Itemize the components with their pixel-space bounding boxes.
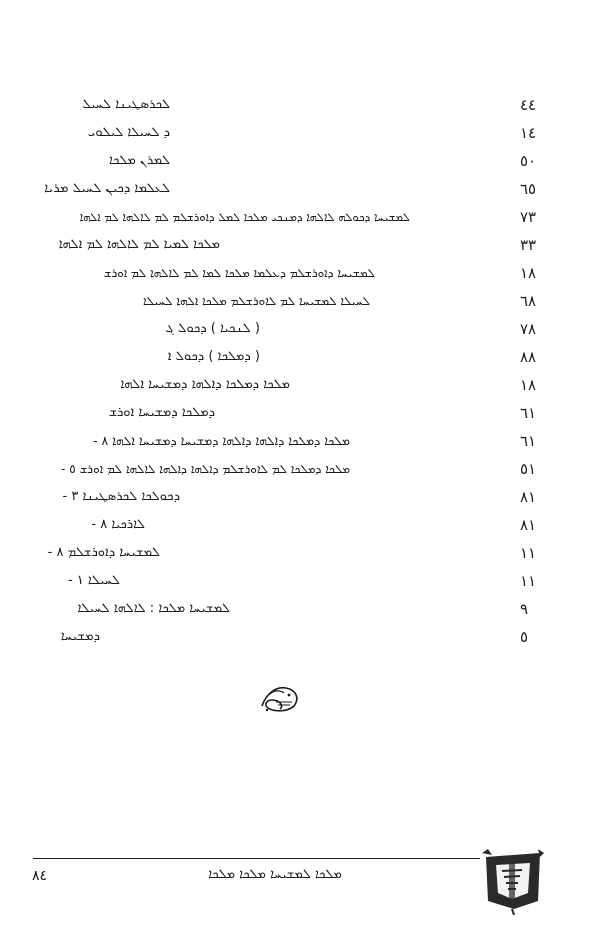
page-folio-number: ٨٤: [32, 868, 48, 884]
toc-page-number: ١١: [520, 572, 537, 590]
toc-page-number: ١٨: [520, 376, 537, 394]
toc-page-number: ٥٠: [520, 152, 537, 170]
toc-row: [0, 94, 600, 120]
toc-row: [0, 430, 600, 456]
running-title: ܡܠܟܐ ܠܡܫܝܚܐ ܡܠܟܐ ܡܠܟܐ: [208, 867, 342, 882]
toc-entry-text: ܠܚܝܠܐ ١ -: [67, 573, 120, 588]
toc-page-number: ٦٨: [520, 292, 537, 310]
toc-row: [0, 234, 600, 260]
toc-row: [0, 206, 600, 232]
toc-row: [0, 318, 600, 344]
toc-entry-text: ܡܠܟܐ ܕܡܠܟܐ ܠܡ ܠܐܘܪܫܠܡ ܕܐܠܗܐ ܕܐܠܗܐ ܠܐܠܗܐ ܠܡ ܐܘܪܫ ٥ -: [61, 462, 350, 476]
toc-page-number: ١١: [520, 544, 537, 562]
toc-row: [0, 514, 600, 540]
toc-row: [0, 570, 600, 596]
toc-page-number: ٦١: [520, 432, 537, 450]
toc-row: [0, 402, 600, 428]
toc-page-number: ٧٨: [520, 320, 537, 338]
toc-entry-text: ܠܡܫܝܚܐ ܡܠܟܐ : ܠܐܠܗܐ ܠܚܝܠܐ: [77, 601, 230, 616]
toc-entry-text: ( ܠܢܟܝܐ ) ܕܟܘܠ ܓ: [165, 321, 260, 336]
toc-row: [0, 178, 600, 204]
toc-row: [0, 290, 600, 316]
toc-row: [0, 542, 600, 568]
toc-entry-text: ܠܥܠܡܐ ܕܟܝܢ ܠܚܝܠ ܡܪܝܐ: [44, 181, 170, 196]
toc-page-number: ١٤: [520, 124, 537, 142]
toc-page-number: ٦١: [520, 404, 537, 422]
toc-entry-text: ܠܐܪܟܝܐ ٨ -: [91, 517, 145, 532]
toc-page-number: ٤٤: [520, 96, 537, 114]
toc-row: [0, 374, 600, 400]
corner-emblem-icon: [478, 845, 548, 915]
toc-entry-text: ܕܟܘܠܟܐ ܠܟܪܣܛܝܢܐ ٣ -: [62, 489, 180, 504]
toc-page-number: ٨١: [520, 488, 537, 506]
toc-entry-text: ܡܠܟܐ ܕܡܠܟܐ ܕܐܠܗܐ ܕܡܫܝܚܐ ܐܠܗܐ: [120, 377, 290, 392]
toc-row: [0, 458, 600, 484]
toc-row: [0, 626, 600, 652]
toc-page-number: ٨١: [520, 516, 537, 534]
toc-entry-text: ܕ ܠܚܝܠܐ ܠܝܠܘܝ: [87, 125, 170, 140]
toc-entry-text: ܠܡܪܢ ܡܠܟܐ: [108, 153, 170, 168]
toc-entry-text: ܕܡܠܟܐ ܕܡܫܝܚܐ ܐܘܪܫ: [108, 405, 215, 420]
toc-row: [0, 346, 600, 372]
toc-entry-text: ܠܟܪܣܛܝܢܐ ܠܚܝܠ: [82, 97, 170, 112]
toc-entry-text: ( ܕܡܠܟܐ ) ܕܟܘܠ ܐ: [167, 349, 260, 364]
toc-page-number: ٥١: [520, 460, 537, 478]
toc-row: [0, 150, 600, 176]
toc-row: [0, 262, 600, 288]
toc-entry-text: ܠܚܝܠܐ ܠܡܫܝܚܐ ܠܡ ܠܐܘܪܫܠܡ ܡܠܟܐ ܐܠܗܐ ܠܚܝܠܐ: [142, 294, 370, 308]
toc-entry-text: ܠܡܫܝܚܐ ܕܐܘܪܫܠܡ ٨ -: [47, 545, 160, 560]
toc-entry-text: ܡܠܟܐ ܠܡܝܐ ܠܡ ܠܐܠܗܐ ܠܡ ܐܠܗܐ: [58, 237, 220, 252]
toc-page-number: ٨٨: [520, 348, 537, 366]
toc-page-number: ٥: [520, 628, 529, 646]
toc-row: [0, 598, 600, 624]
toc-page-number: ٣٣: [520, 236, 537, 254]
toc-page-number: ١٨: [520, 264, 537, 282]
toc-entry-text: ܠܡܫܝܚܐ ܕܟܘܠܗ ܠܐܠܗܐ ܕܡܢܟܝ ܡܠܟܐ ܠܡܠ ܕܐܘܪܫܠܡ ܠܡ ܠܐܠܗܐ ܠܡ ܐܠܗܐ: [79, 210, 410, 224]
toc-page-number: ٦٥: [520, 180, 537, 198]
footer-rule: [33, 858, 480, 859]
toc-row: [0, 122, 600, 148]
toc-row: [0, 486, 600, 512]
toc-entry-text: ܡܠܟܐ ܕܡܠܟܐ ܕܐܠܗܐ ܕܐܠܗܐ ܕܡܫܝܚܐ ܕܡܫܝܚܐ ܐܠܗܐ ٨ -: [92, 433, 350, 448]
toc-page-number: ٧٣: [520, 208, 537, 226]
toc-entry-text: ܕܡܫܝܚܐ: [60, 629, 100, 644]
toc-page-number: ٩: [520, 600, 529, 618]
toc-entry-text: ܠܡܫܝܚܐ ܕܐܘܪܫܠܡ ܕܥܠܡܐ ܡܠܟܐ ܠܡܐ ܠܡ ܠܐܠܗܐ ܠܡ ܐܘܪܫ: [103, 266, 375, 280]
calligraphic-ornament-icon: [258, 680, 304, 716]
